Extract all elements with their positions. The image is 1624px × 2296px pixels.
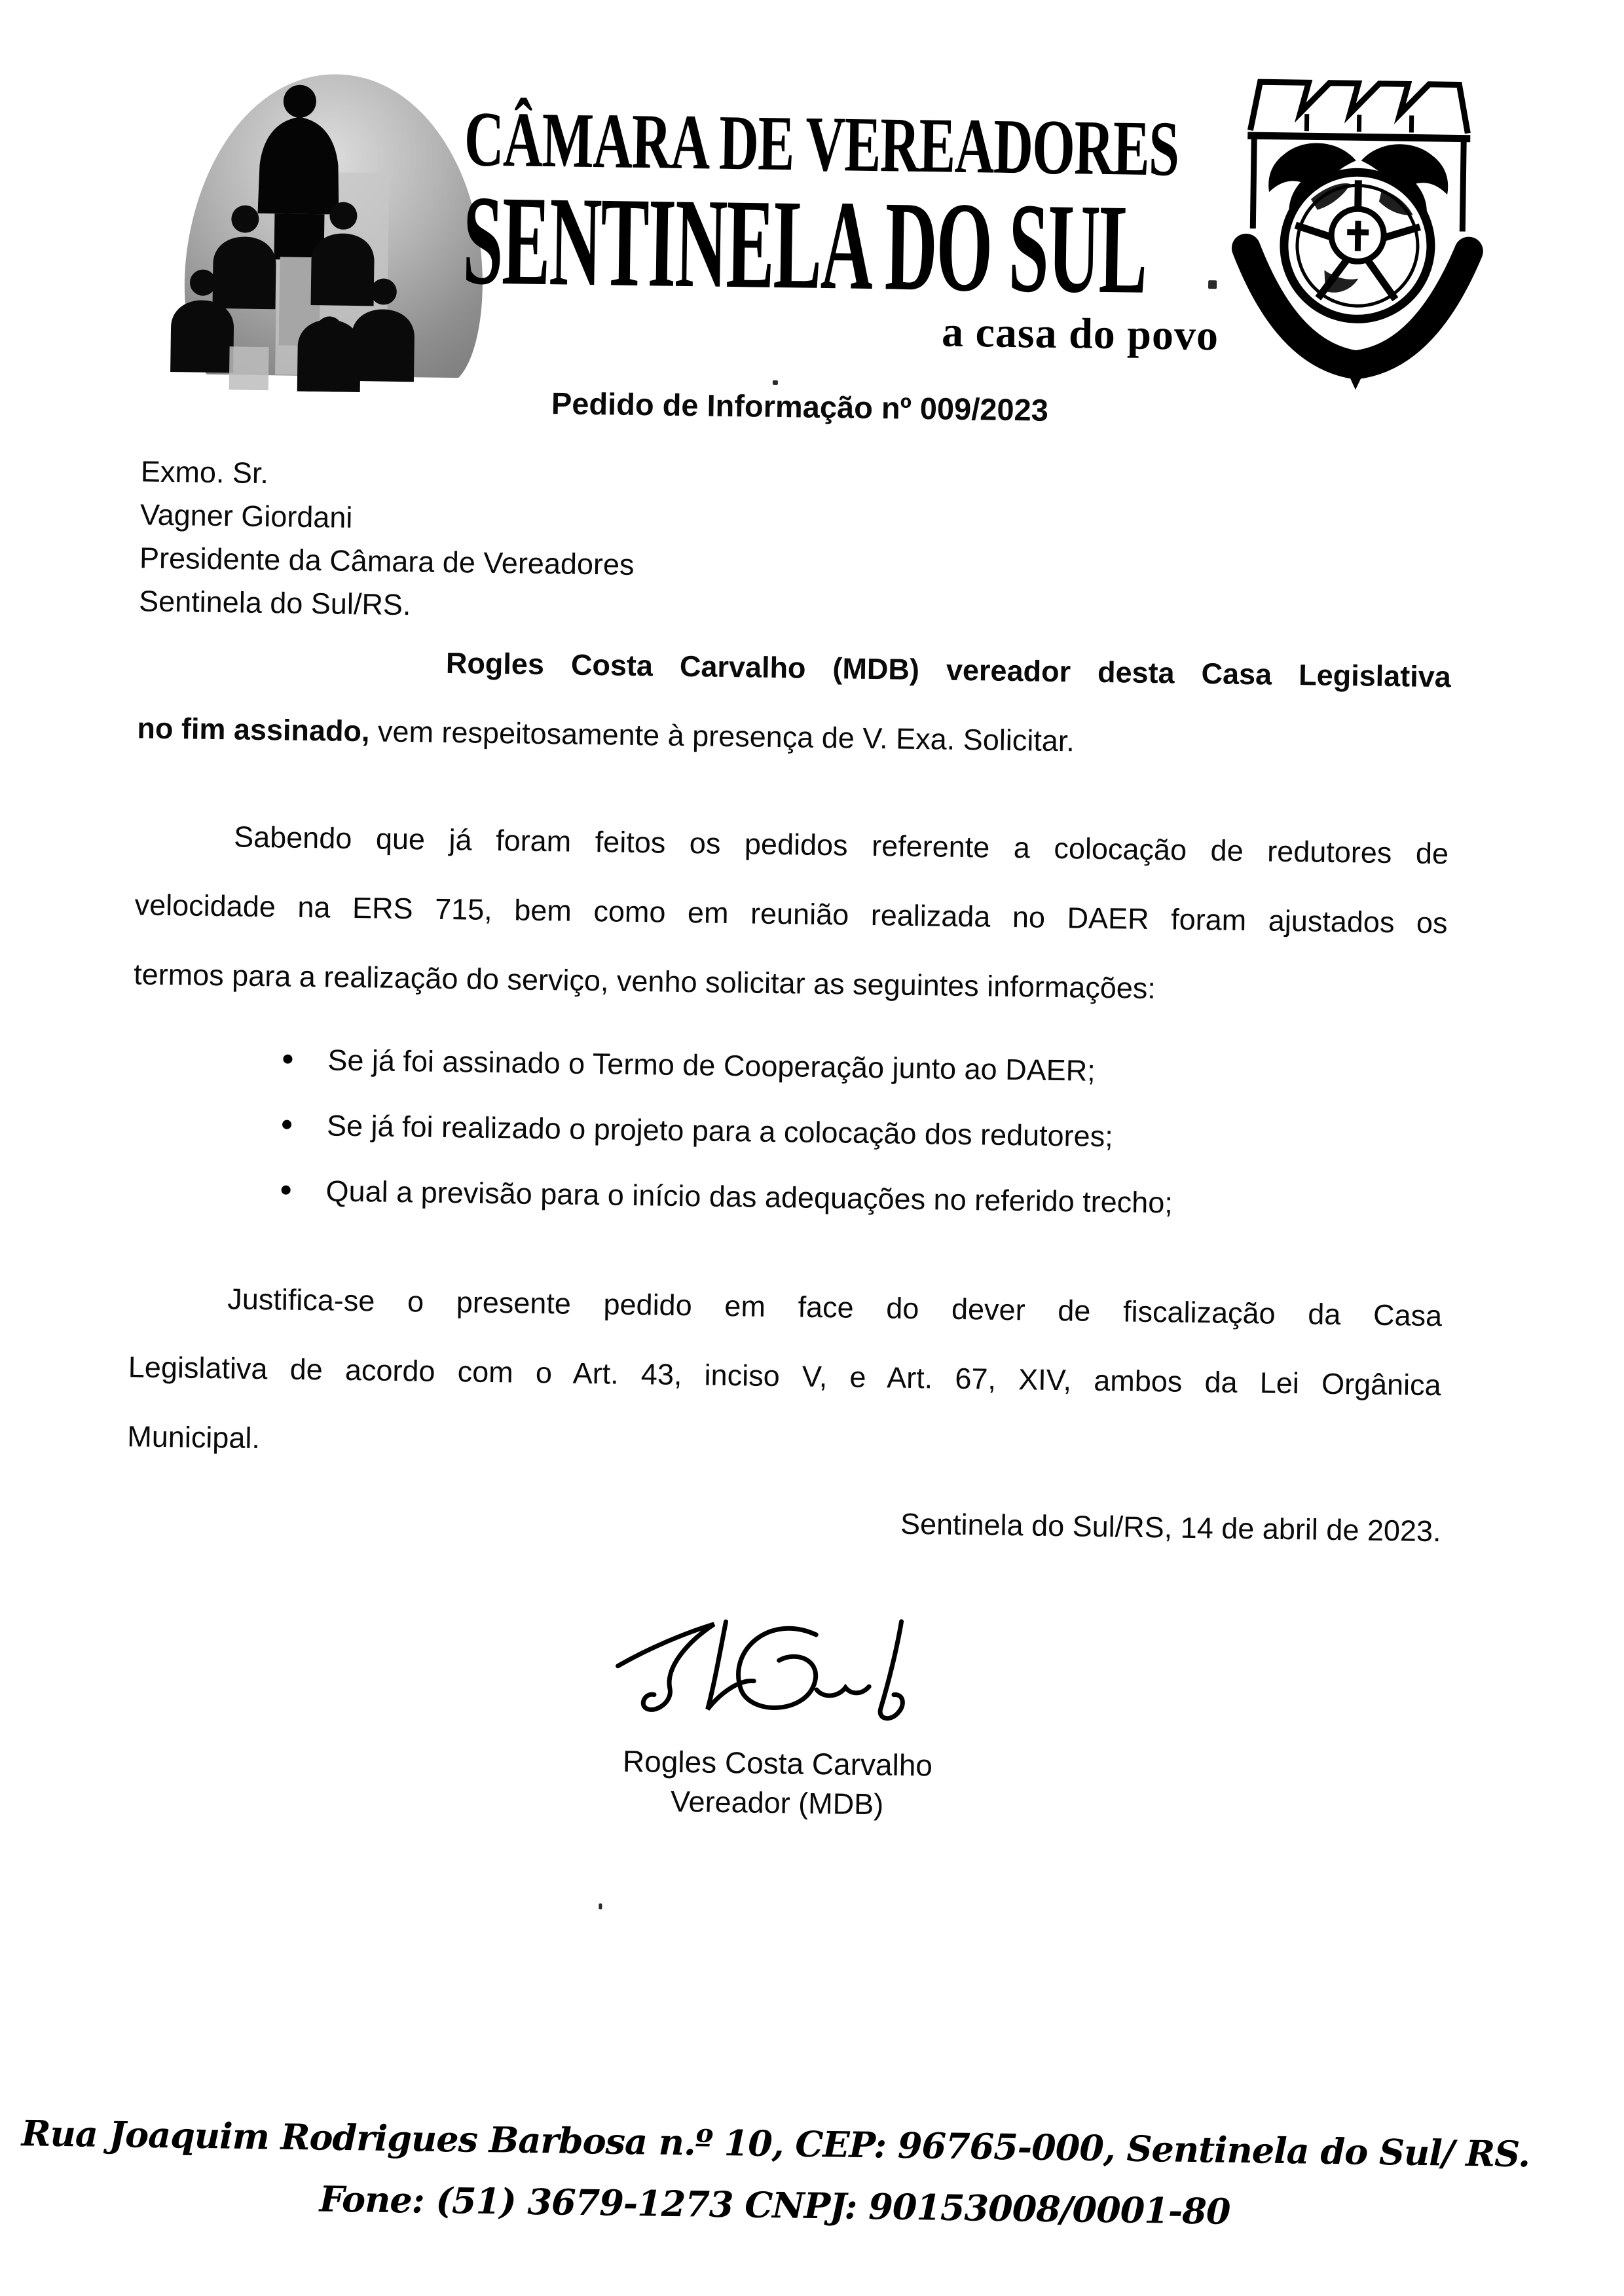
scan-speck [1208, 280, 1217, 289]
org-name-line2: SENTINELA DO SUL [462, 169, 1148, 321]
bullet-dot-icon [283, 1055, 292, 1064]
intro-line2-rest: vem respeitosamente à presença de V. Exa. Solicitar. [369, 714, 1075, 758]
request-paragraph [133, 801, 1449, 1027]
justification-line2: Legislativa de acordo com o Art. 43, inciso V, e Art. 67, XIV, ambos da Lei Orgânica [128, 1350, 1442, 1402]
document-title: Pedido de Informação nº 009/2023 [551, 386, 1049, 428]
footer-address-line: Rua Joaquim Rodrigues Barbosa n.º 10, CEP: 96765-000, Sentinela do Sul/ RS. [21, 2112, 1530, 2176]
addressee-name: Vagner Giordani [139, 498, 353, 534]
addressee-block [139, 450, 636, 630]
addressee-position: Presidente da Câmara de Vereadores [139, 541, 635, 581]
letterhead-titles [462, 95, 1231, 360]
footer-contact-line: Fone: (51) 3679-1273 CNPJ: 90153008/0001-80 [319, 2178, 1230, 2232]
coat-of-arms-image [1225, 73, 1491, 394]
scan-speck [599, 1903, 602, 1909]
intro-paragraph [137, 624, 1452, 781]
intro-line2-bold: no fim assinado, [137, 711, 370, 748]
intro-line1: Rogles Costa Carvalho (MDB) vereador desta Casa Legislativa [445, 646, 1452, 694]
bullet-item [282, 1103, 1455, 1164]
letter-footer [0, 2102, 1575, 2247]
request-line2: velocidade na ERS 715, bem como em reunião realizada no DAER foram ajustados os [134, 888, 1448, 940]
request-line1: Sabendo que já foram feitos os pedidos referente a colocação de redutores de [233, 820, 1449, 871]
handwritten-signature-image [601, 1608, 957, 1764]
addressee-salutation: Exmo. Sr. [140, 454, 269, 490]
justification-line1: Justifica-se o presente pedido em face do dever de fiscalização da Casa [227, 1282, 1443, 1333]
justification-line3: Municipal. [127, 1419, 261, 1455]
bullet-item [281, 1169, 1454, 1230]
signer-role: Vereador (MDB) [670, 1784, 884, 1821]
org-name-line1: CÂMARA DE VEREADORES [464, 95, 1179, 192]
request-line3: termos para a realização do serviço, venho solicitar as seguintes informações: [133, 957, 1156, 1006]
signature-block [551, 1607, 1005, 1826]
org-tagline: a casa do povo [941, 308, 1219, 360]
bullet-dot-icon [282, 1186, 291, 1195]
letterhead [0, 0, 1624, 360]
justification-paragraph [127, 1263, 1443, 1489]
bullet-text: Qual a previsão para o início das adequações no referido trecho; [325, 1174, 1173, 1220]
signer-name: Rogles Costa Carvalho [622, 1743, 933, 1783]
wheel-emblem [1283, 172, 1431, 320]
bullet-item [283, 1038, 1456, 1099]
bullet-text: Se já foi realizado o projeto para a colocação dos redutores; [326, 1108, 1114, 1154]
info-bullet-list [281, 1038, 1456, 1250]
bullet-dot-icon [282, 1120, 291, 1129]
addressee-city: Sentinela do Sul/RS. [138, 584, 411, 622]
scan-speck [773, 380, 778, 385]
bullet-text: Se já foi assinado o Termo de Cooperação junto ao DAER; [327, 1043, 1096, 1087]
dateline: Sentinela do Sul/RS, 14 de abril de 2023. [900, 1506, 1441, 1548]
